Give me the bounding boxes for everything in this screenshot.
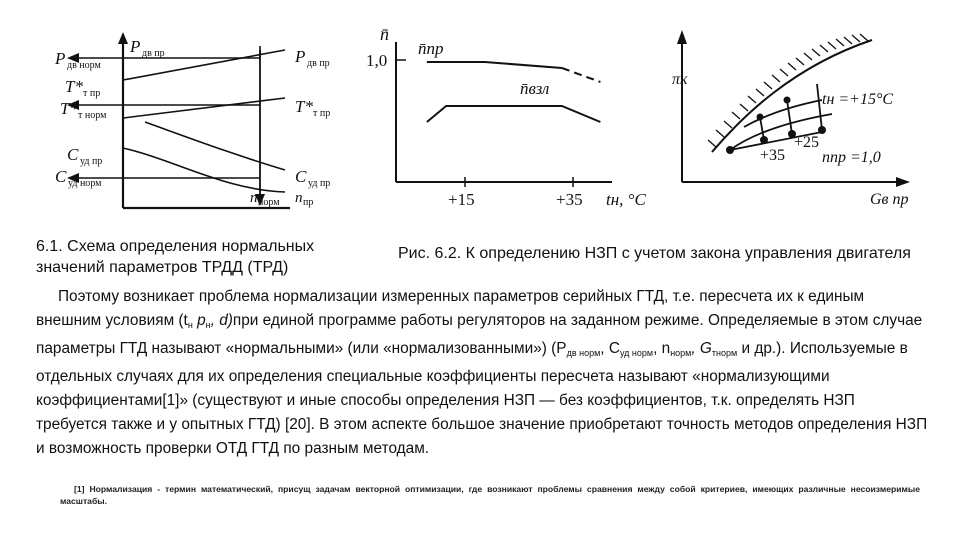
label-n-norm-sub: норм (258, 197, 280, 208)
footnote: [1] Нормализация - термин математический, присущ задачам векторной оптимизации, где возникают проблемы сравнения между собой критериев, имеющих различные несоизмеримые масштабы. (60, 484, 920, 506)
label-p-dv-pr-right: P (295, 47, 306, 66)
figure-1-caption: 6.1. Схема определения нормальных значений параметров ТРДД (ТРД) (36, 238, 315, 276)
label-t-t-pr-sub: т пр (83, 88, 101, 99)
label-p-dv-norm: P (55, 49, 66, 68)
plus25-label: +25 (794, 134, 820, 151)
x-tick-label-15: +15 (448, 190, 475, 209)
label-t-t-pr: T* (65, 77, 83, 96)
series-label-n-vzl: n̄взл (520, 79, 550, 98)
label-c-ud-norm-sub: уд норм (68, 178, 102, 189)
body-text (36, 285, 928, 461)
label-c-ud-pr-sub: уд пр (80, 156, 103, 167)
figure-2-chart (360, 22, 650, 227)
label-p-dv-pr-top: P (130, 37, 141, 56)
x-axis-label: tн, °C (606, 190, 646, 209)
figure-3-diagram (672, 22, 922, 222)
label-t-t-pr-right: T* (295, 97, 313, 116)
n-label: nпр =1,0 (822, 149, 881, 166)
x-tick-label-35: +35 (556, 190, 583, 209)
x-axis-label: Gв пр (870, 191, 909, 208)
series-n-pr-dashed (562, 68, 601, 82)
label-t-t-norm: T* (60, 99, 78, 118)
y-axis-label: πк (672, 71, 688, 88)
label-p-dv-pr-top-sub: дв пр (142, 48, 165, 59)
series-n-vzl-line (427, 106, 601, 122)
label-c-ud-norm: C (55, 167, 67, 186)
figure-2-caption: Рис. 6.2. К определению НЗП с учетом закона управления двигателя (398, 245, 911, 262)
label-n-pr: n (295, 190, 303, 206)
y-tick-label: 1,0 (366, 51, 388, 70)
plus35-label: +35 (760, 147, 786, 164)
t-label: tн =+15°C (822, 91, 894, 108)
body-paragraph: Поэтому возникает проблема нормализации измеренных параметров серийных ГТД, т.е. пересчета их к единым внешним условиям ($t_н$ $p_н$, d)при единой программе работы регуляторов на заданном режиме. Определяемые в этом случае параметры ГТД называют «нормальными» (или «нормализованными») ($P_{дв норм}$, $C_{уд норм}$, $n_{норм}$, $G_{тнорм}$ и др.). Используемые в отдельных случаях для их определения специальные коэффициенты пересчета называют «нормализующими коэффициентами[1]» (существуют и иные способы определения НЗП — без коэффициентов, т.к. определять НЗП требуется также и у опытных ГТД) [20]. В этом аспекте большое значение приобретают точность методов определения НЗП и возможность проверки ОТД ГТД по разным методам. (36, 288, 928, 457)
y-axis-label: n̄ (380, 24, 389, 44)
label-p-dv-pr-right-sub: дв пр (307, 58, 330, 69)
label-c-ud-pr-right-sub: уд пр (308, 178, 331, 189)
label-c-ud-pr-right: C (295, 167, 307, 186)
label-c-ud-pr: C (67, 145, 79, 164)
label-n-norm: n (250, 190, 258, 206)
label-n-pr-sub: пр (303, 197, 314, 208)
label-t-t-norm-sub: т норм (78, 110, 107, 121)
series-n-pr-line (427, 62, 562, 68)
label-p-dv-norm-sub: дв норм (67, 60, 101, 71)
label-t-t-pr-right-sub: т пр (313, 108, 331, 119)
series-label-n-pr: n̄пр (418, 39, 444, 58)
